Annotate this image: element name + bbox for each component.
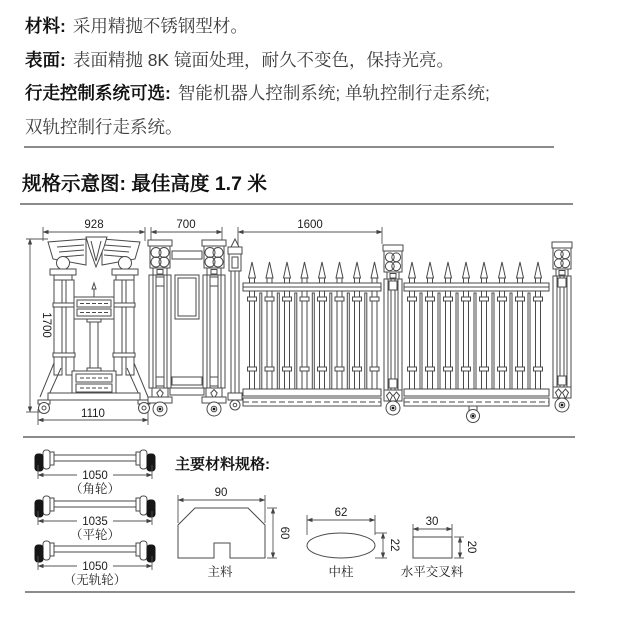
material-cross-sections <box>170 475 510 587</box>
cross-section-center-column <box>307 507 400 579</box>
dim-label-700: 700 <box>176 219 196 231</box>
divider-line <box>25 591 575 593</box>
spec-row-control-cont <box>25 111 625 145</box>
transition-post-drawing <box>228 239 242 410</box>
dim-bar-width: 30 <box>425 516 439 528</box>
materials-heading: 主要材料规格: <box>175 456 270 473</box>
axle-dim: 1035 <box>82 516 108 528</box>
dim-1700 <box>26 239 52 412</box>
gate-head-side-view-drawing <box>38 237 150 414</box>
intermediate-post-drawing <box>383 245 403 415</box>
spec-label: 行走控制系统可选: <box>25 83 171 103</box>
spec-row-control <box>25 77 625 111</box>
dim-label-1110: 1110 <box>81 408 105 420</box>
diagram-heading: 规格示意图: 最佳高度 1.7 米 <box>22 173 267 195</box>
dim-bar-height: 20 <box>465 540 477 554</box>
wheel-axle-diagrams <box>20 445 170 591</box>
label-center-column: 中柱 <box>328 565 354 579</box>
gate-head-front-view-drawing <box>148 239 242 416</box>
fence-section-1-drawing <box>243 262 381 406</box>
spec-value: 表面精抛 8K 镜面处理，耐久不变色，保持光亮。 <box>72 49 454 70</box>
divider-line <box>20 203 573 205</box>
dim-1600 <box>238 219 382 258</box>
spec-label: 材料: <box>25 16 66 36</box>
dim-label-928: 928 <box>84 219 104 231</box>
spec-row-material <box>25 10 625 44</box>
spec-text-block <box>25 10 625 144</box>
dim-label-1700: 1700 <box>40 312 52 338</box>
divider-line <box>23 436 575 438</box>
dim-column-height: 22 <box>388 538 400 552</box>
dim-label-1600: 1600 <box>297 219 323 231</box>
axle-label: （角轮） <box>69 482 121 496</box>
axle-label: （平轮） <box>69 528 121 542</box>
dim-main-height: 60 <box>278 526 290 540</box>
axle-dim: 1050 <box>82 561 108 573</box>
end-post-drawing <box>552 242 572 412</box>
spec-label: 表面: <box>25 49 66 70</box>
axle-dim: 1050 <box>82 470 108 482</box>
dim-column-width: 62 <box>334 507 348 519</box>
dim-1110 <box>38 408 148 425</box>
axle-trackless-wheel <box>35 541 155 587</box>
label-main-profile: 主料 <box>207 565 233 579</box>
axle-flat-wheel <box>35 496 155 542</box>
label-horizontal-bar: 水平交叉料 <box>400 565 464 579</box>
spec-value: 双轨控制行走系统。 <box>25 116 183 137</box>
spec-value: 智能机器人控制系统; 单轨控制行走系统; <box>177 83 490 103</box>
fence-section-2-drawing <box>404 262 549 423</box>
spec-row-surface <box>25 44 625 78</box>
axle-corner-wheel <box>35 450 155 496</box>
cross-section-main-profile <box>178 487 290 579</box>
dim-main-width: 90 <box>214 487 228 499</box>
gate-technical-diagram <box>0 213 640 435</box>
spec-value: 采用精抛不锈钢型材。 <box>72 16 248 36</box>
axle-label: （无轨轮） <box>63 573 127 587</box>
cross-section-horizontal-bar <box>401 516 477 579</box>
divider-line <box>24 146 554 148</box>
dim-700 <box>151 219 222 240</box>
